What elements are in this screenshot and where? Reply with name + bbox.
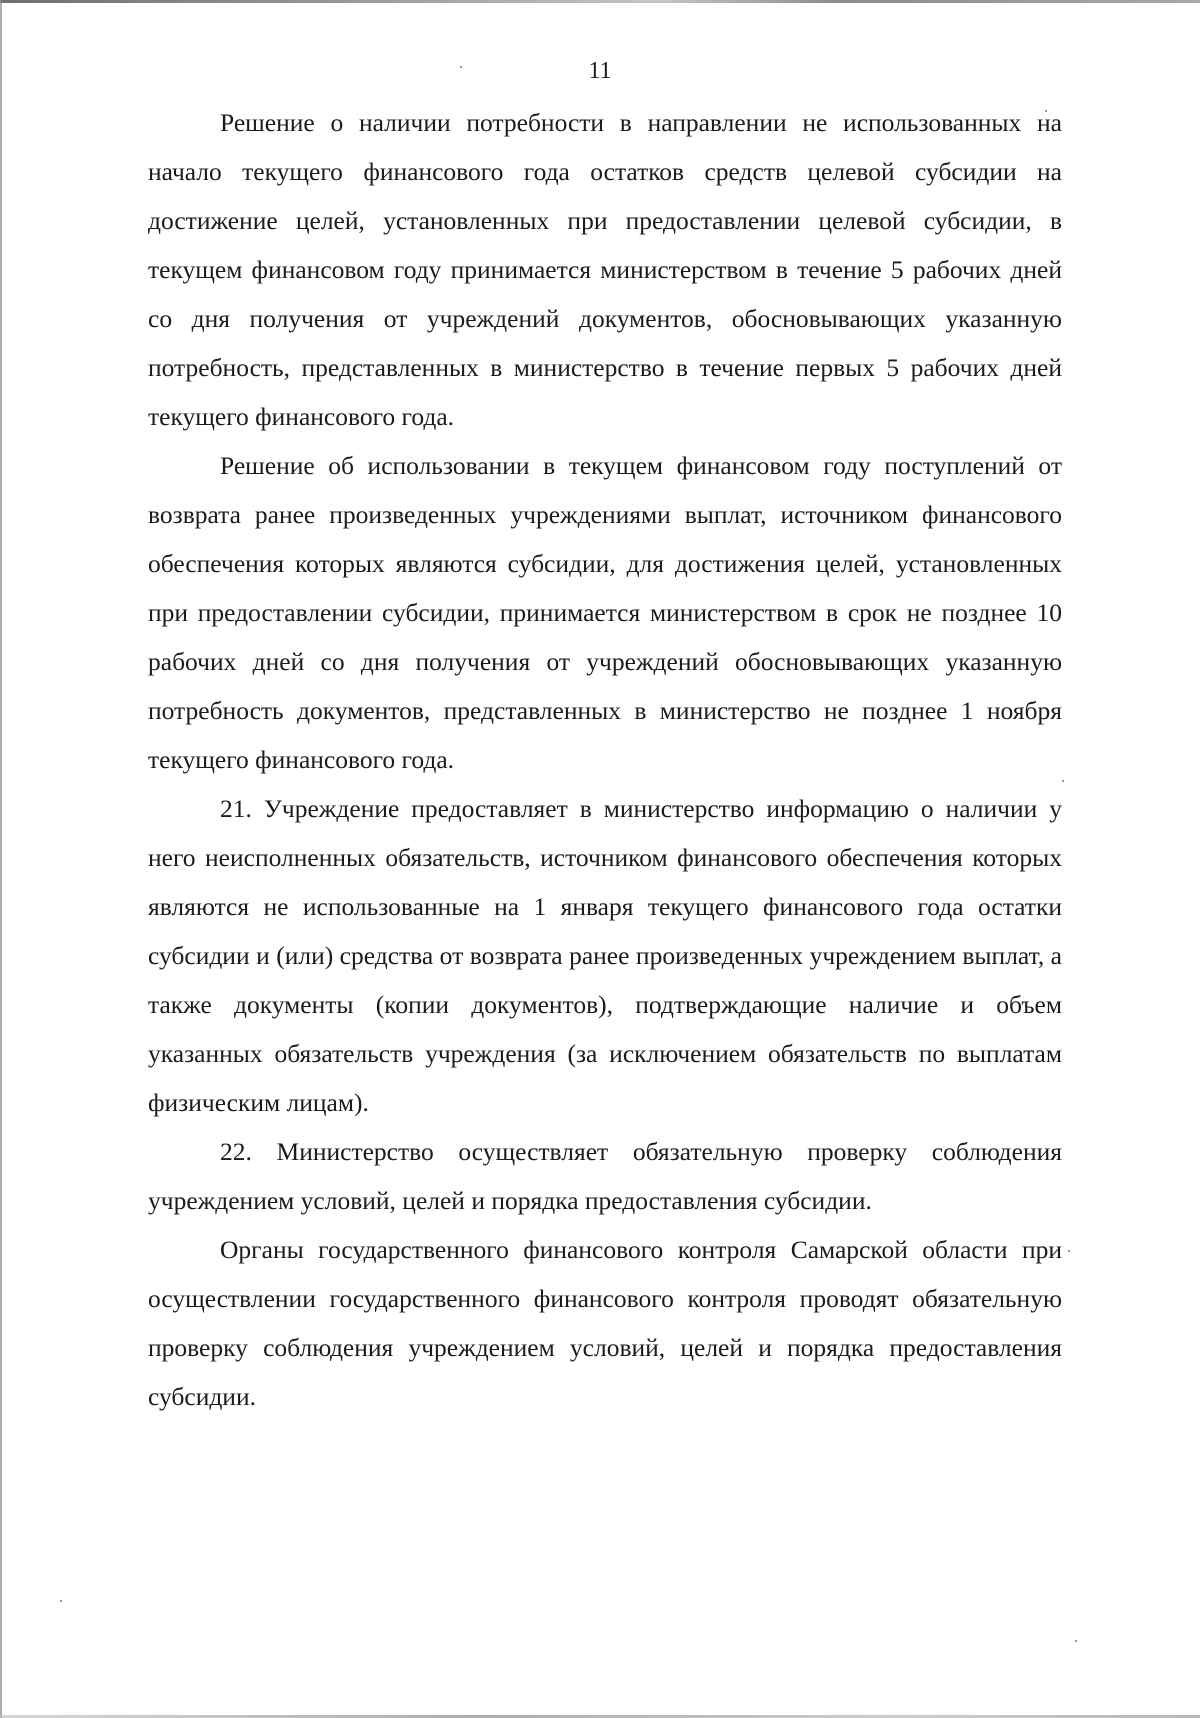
paragraph-item-22: 22. Министерство осуществляет обязательную проверку соблюдения учреждением условий, целей и порядка предоставления субсидии. <box>148 1137 1062 1215</box>
scan-top-edge <box>0 0 1200 3</box>
paragraph-financial-control: Органы государственного финансового контроля Самарской области при осуществлении государственного финансового контроля проводят обязательную проверку соблюдения учреждением условий, целей и порядка предоставления субсидии. <box>148 1235 1062 1411</box>
scan-speck <box>1068 1250 1070 1252</box>
scan-speck <box>60 1600 62 1602</box>
scan-speck <box>1075 1640 1077 1642</box>
scan-speck <box>1062 780 1064 782</box>
page-number: 11 <box>588 58 612 84</box>
paragraph-unused-balances-decision: Решение о наличии потребности в направлении не использованных на начало текущего финансового года остатков средств целевой субсидии на достижение целей, установленных при предоставлении целевой субсидии, в текущем финансовом году принимается министерством в течение 5 рабочих дней со дня получения от учреждений документов, обосновывающих указанную потребность, представленных в министерство в течение первых 5 рабочих дней текущего финансового года. <box>148 108 1062 431</box>
document-body <box>148 98 1062 1421</box>
paragraph-refund-usage-decision: Решение об использовании в текущем финансовом году поступлений от возврата ранее произведенных учреждениями выплат, источником финансового обеспечения которых являются субсидии, для достижения целей, установленных при предоставлении субсидии, принимается министерством в срок не позднее 10 рабочих дней со дня получения от учреждений обосновывающих указанную потребность документов, представленных в министерство не позднее 1 ноября текущего финансового года. <box>148 451 1062 774</box>
paragraph-item-21: 21. Учреждение предоставляет в министерство информацию о наличии у него неисполненных обязательств, источником финансового обеспечения которых являются не использованные на 1 января текущего финансового года остатки субсидии и (или) средства от возврата ранее произведенных учреждением выплат, а также документы (копии документов), подтверждающие наличие и объем указанных обязательств учреждения (за исключением обязательств по выплатам физическим лицам). <box>148 794 1062 1117</box>
scan-left-edge <box>0 0 2 1718</box>
